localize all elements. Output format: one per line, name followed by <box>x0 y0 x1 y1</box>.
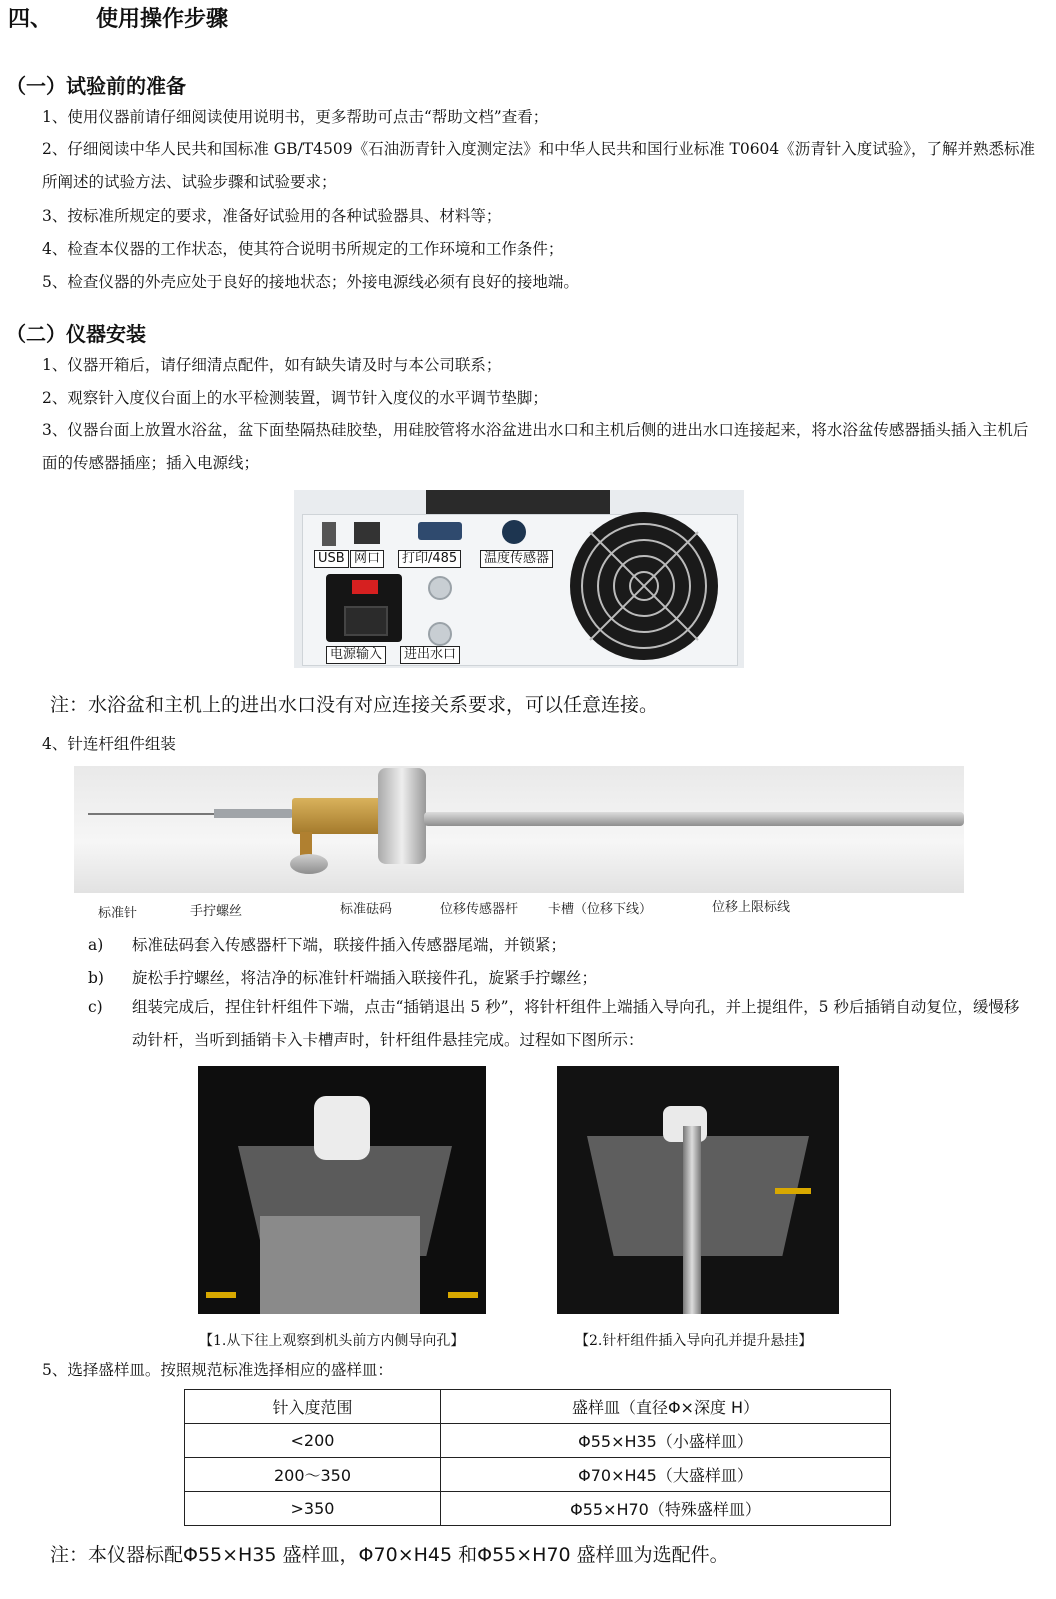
install-step-4: 4、针连杆组件组装 <box>42 735 176 753</box>
needle-rod-photo <box>74 766 964 893</box>
final-note: 注：本仪器标配Φ55×H35 盛样皿，Φ70×H45 和Φ55×H70 盛样皿为选配件。 <box>50 1544 729 1566</box>
install-note: 注：水浴盆和主机上的进出水口没有对应连接关系要求，可以任意连接。 <box>50 694 659 716</box>
rod-label-weight: 标准砝码 <box>340 902 393 917</box>
rod-label-needle: 标准针 <box>98 906 138 921</box>
rod-label-screw: 手拧螺丝 <box>190 904 243 919</box>
section-number: 四、 <box>8 7 53 32</box>
sub-item-b: b) 旋松手拧螺丝，将洁净的标准针杆端插入联接件孔，旋紧手拧螺丝； <box>88 969 598 987</box>
table-row <box>185 1492 891 1526</box>
net-label: 网口 <box>350 550 384 568</box>
table-cell: >350 <box>185 1492 441 1526</box>
table-row <box>185 1424 891 1458</box>
section-title-text: 使用操作步骤 <box>96 7 229 32</box>
install-heading: （二）仪器安装 <box>6 322 146 346</box>
prep-heading: （一）试验前的准备 <box>6 74 186 98</box>
prep-item-3: 3、按标准所规定的要求，准备好试验用的各种试验器具、材料等； <box>42 207 502 225</box>
prep-item-4: 4、检查本仪器的工作状态，使其符合说明书所规定的工作环境和工作条件； <box>42 240 564 258</box>
table-cell: Φ55×H70（特殊盛样皿） <box>441 1492 891 1526</box>
table-cell: <200 <box>185 1424 441 1458</box>
temp-sensor-label: 温度传感器 <box>480 550 553 568</box>
install-item-3: 3、仪器台面上放置水浴盆，盆下面垫隔热硅胶垫，用硅胶管将水浴盆进出水口和主机后侧的进出水口连接起来，将水浴盆传感器插头插入主机后面的传感器插座；插入电源线； <box>42 421 1029 472</box>
dish-table <box>184 1389 891 1526</box>
rod-label-sensor-rod: 位移传感器杆 <box>440 902 519 917</box>
table-row <box>185 1458 891 1492</box>
table-header: 针入度范围 <box>185 1390 441 1424</box>
table-cell: Φ70×H45（大盛样皿） <box>441 1458 891 1492</box>
rod-label-upper-mark: 位移上限标线 <box>712 900 791 915</box>
install-item-2: 2、观察针入度仪台面上的水平检测装置，调节针入度仪的水平调节垫脚； <box>42 389 548 407</box>
photo-caption-1: 【1.从下往上观察到机头前方内侧导向孔】 <box>199 1333 465 1349</box>
power-input-label: 电源输入 <box>326 646 386 664</box>
prep-item-1: 1、使用仪器前请仔细阅读使用说明书，更多帮助可点击“帮助文档”查看； <box>42 108 549 126</box>
guide-hole-photo-1 <box>198 1066 486 1314</box>
prep-item-5: 5、检查仪器的外壳应处于良好的接地状态；外接电源线必须有良好的接地端。 <box>42 273 579 291</box>
water-port-label: 进出水口 <box>400 646 460 664</box>
prep-item-2: 2、仔细阅读中华人民共和国标准 GB/T4509《石油沥青针入度测定法》和中华人民共和国行业标准 T0604《沥青针入度试验》，了解并熟悉标准所阐述的试验方法、试验步骤和试验要求； <box>42 140 1036 191</box>
print-label: 打印/485 <box>398 550 461 568</box>
install-step-5: 5、选择盛样皿。按照规范标准选择相应的盛样皿： <box>42 1361 393 1379</box>
table-header: 盛样皿（直径Φ×深度 H） <box>441 1390 891 1424</box>
section-title <box>8 2 228 33</box>
install-item-1: 1、仪器开箱后，请仔细清点配件，如有缺失请及时与本公司联系； <box>42 356 502 374</box>
table-cell: 200～350 <box>185 1458 441 1492</box>
photo-caption-2: 【2.针杆组件插入导向孔并提升悬挂】 <box>575 1333 813 1349</box>
table-header-row <box>185 1390 891 1424</box>
guide-hole-photo-2 <box>557 1066 839 1314</box>
usb-label: USB <box>314 550 349 568</box>
rod-label-groove: 卡槽（位移下线） <box>548 902 653 917</box>
table-cell: Φ55×H35（小盛样皿） <box>441 1424 891 1458</box>
sub-item-a: a) 标准砝码套入传感器杆下端，联接件插入传感器尾端，并锁紧； <box>88 936 567 954</box>
rear-panel-photo <box>294 490 744 668</box>
sub-item-c: c) 组装完成后，捏住针杆组件下端，点击“插销退出 5 秒”，将针杆组件上端插入导向孔，并上提组件，5 秒后插销自动复位，缓慢移动针杆，当听到插销卡入卡槽声时，针杆组件悬挂完成。过程如下图所示： <box>88 998 1020 1049</box>
